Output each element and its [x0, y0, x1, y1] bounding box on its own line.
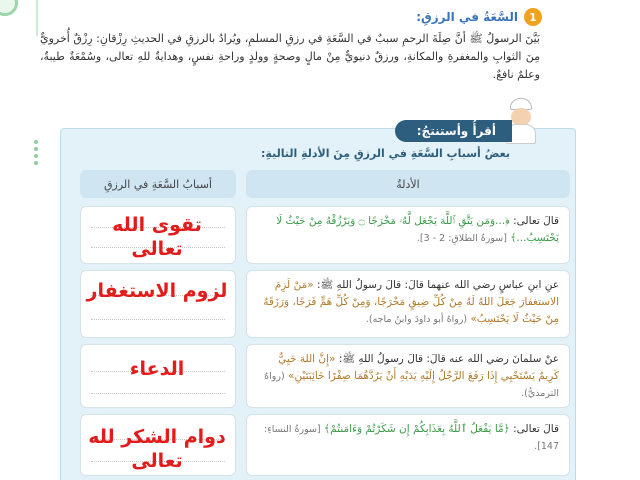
handwritten-answer: دوام الشكر لله تعالى	[88, 426, 226, 472]
answer-cell[interactable]	[80, 270, 236, 338]
section-number-badge: 1	[524, 8, 542, 26]
column-header-causes: أسبابُ السَّعَةِ في الرزقِ	[80, 170, 236, 198]
handwritten-answer: الدعاء	[129, 358, 185, 380]
hadith-text: «إِنَّ اللهَ حَيِيٌّ كَرِيمٌ يَسْتَحْيِي إِذَا رَفَعَ الرَّجُلُ إِلَيْهِ يَدَيْهِ أَنْ يَرُدَّهُمَا صِفْرًا خَائِبَتَيْنِ»	[278, 353, 559, 382]
activity-title: أقرأُ وأستنتجُ:	[395, 120, 512, 142]
source-reference: [سورةُ الطلاقِ: 2 - 3].	[416, 233, 507, 244]
source-reference: [سورةُ النساءِ: 147].	[264, 424, 559, 452]
evidence-cell: عنِ ابنِ عباسٍ رضي الله عنهما قالَ: قالَ رسولُ اللهِ ﷺ: «مَنْ لَزِمَ الاستغفارَ جَعَلَ اللهُ لَهُ مِنْ كُلِّ ضِيقٍ مَخْرَجًا، وَمِنْ كُلِّ هَمٍّ فَرَجًا، وَرَزَقَهُ مِنْ حَيْثُ لَا يَحْتَسِبُ» (رواهُ أبو داودَ وابنُ ماجه).	[246, 270, 570, 338]
evidence-cell: قالَ تعالى: ﴿مَّا يَفْعَلُ ٱللَّهُ بِعَذَابِكُمْ إِن شَكَرْتُمْ وَءَامَنتُمْ﴾ [سورةُ النساءِ: 147].	[246, 414, 570, 476]
column-header-evidence: الأدلةُ	[246, 170, 570, 198]
answer-cell[interactable]	[80, 414, 236, 476]
quran-verse: ﴿...وَمَن يَتَّقِ ٱللَّهَ يَجْعَل لَّهُۥ مَخْرَجًا ۝ وَيَرْزُقْهُ مِنْ حَيْثُ لَا يَحْتَسِبُ...﴾	[276, 215, 559, 244]
handwritten-answer: لزوم الاستغفار	[86, 280, 228, 302]
corner-decoration	[0, 0, 18, 16]
source-reference: (رواهُ الترمذيُّ).	[264, 371, 559, 399]
evidence-cell: قالَ تعالى: ﴿...وَمَن يَتَّقِ ٱللَّهَ يَجْعَل لَّهُۥ مَخْرَجًا ۝ وَيَرْزُقْهُ مِنْ حَيْثُ لَا يَحْتَسِبُ...﴾ [سورةُ الطلاقِ: 2 - 3].	[246, 206, 570, 264]
activity-instruction: بعضُ أسبابِ السَّعَةِ في الرزقِ مِنَ الأدلةِ التاليةِ:	[261, 147, 510, 160]
answer-cell[interactable]	[80, 344, 236, 408]
answer-cell[interactable]	[80, 206, 236, 264]
quran-verse: ﴿مَّا يَفْعَلُ ٱللَّهُ بِعَذَابِكُمْ إِن شَكَرْتُمْ وَءَامَنتُمْ﴾	[324, 423, 510, 435]
section-heading	[416, 8, 542, 26]
source-reference: (رواهُ أبو داودَ وابنُ ماجه).	[365, 314, 468, 325]
evidence-cell: عنْ سلمانَ رضي الله عنه قالَ: قالَ رسولُ اللهِ ﷺ: «إِنَّ اللهَ حَيِيٌّ كَرِيمٌ يَسْتَحْيِي إِذَا رَفَعَ الرَّجُلُ إِلَيْهِ يَدَيْهِ أَنْ يَرُدَّهُمَا صِفْرًا خَائِبَتَيْنِ» (رواهُ الترمذيُّ).	[246, 344, 570, 408]
section-title: السَّعَةُ في الرزقِ:	[416, 10, 518, 24]
hadith-text: «مَنْ لَزِمَ الاستغفارَ جَعَلَ اللهُ لَهُ مِنْ كُلِّ ضِيقٍ مَخْرَجًا، وَمِنْ كُلِّ هَمٍّ فَرَجًا، وَرَزَقَهُ مِنْ حَيْثُ لَا يَحْتَسِبُ»	[263, 279, 559, 325]
handwritten-answer: تقوى الله تعالى	[112, 214, 202, 260]
margin-line	[36, 0, 38, 36]
intro-paragraph: بَيَّنَ الرسولُ ﷺ أنَّ صِلَةَ الرحمِ سببٌ في السَّعَةِ في رزقِ المسلمِ، ويُرادُ بالرزقِ في الحديثِ رِزْقانِ: رِزْقٌ أُخرويٌّ مِنَ الثوابِ والمغفرةِ والمكانةِ، ورزقٌ دنيويٌّ مِنْ مالٍ وصحةٍ وولدٍ وراحةِ نفسٍ، وهدايةٌ للهِ تعالى، وسُمْعَةٌ طيبةٌ، وعلمٌ نافعٌ.	[40, 32, 540, 81]
margin-dots	[34, 140, 38, 165]
